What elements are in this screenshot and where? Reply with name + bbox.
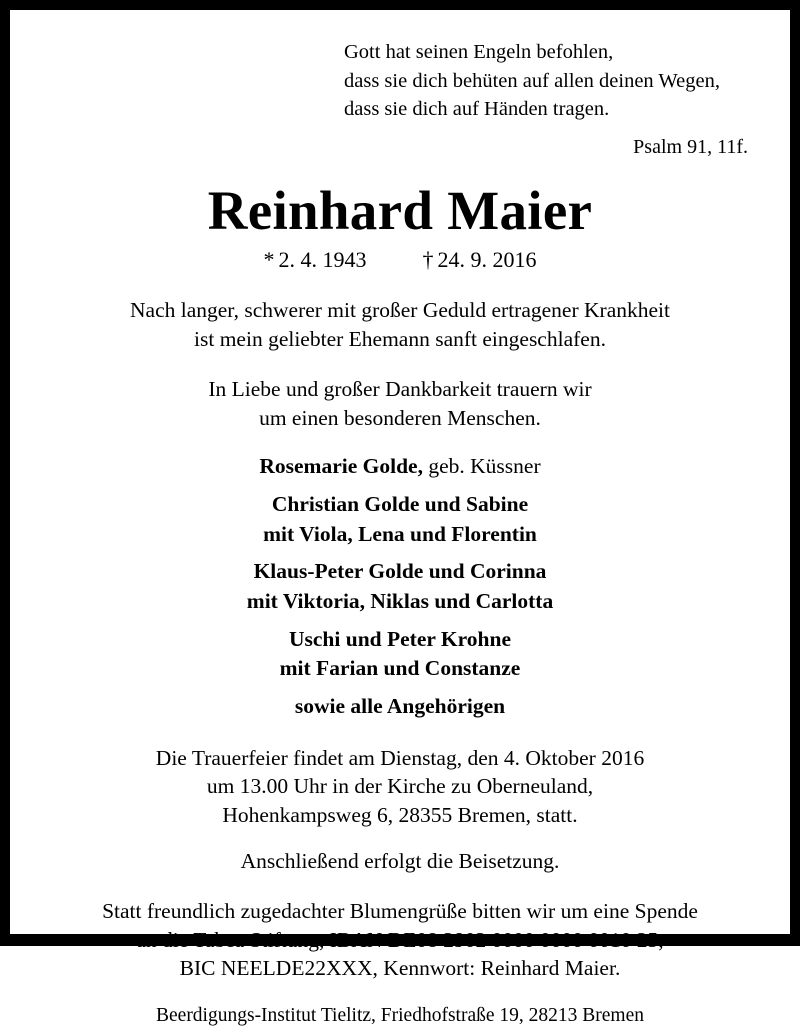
name-block	[207, 180, 593, 273]
mourning-note-line: um einen besonderen Menschen.	[259, 405, 541, 430]
mourning-note-line: In Liebe und großer Dankbarkeit trauern wir	[208, 376, 592, 401]
survivor-name-bold: sowie alle Angehörigen	[294, 693, 506, 718]
survivor-line	[247, 520, 553, 550]
survivor-group	[247, 452, 553, 482]
birth-star-icon: *	[263, 247, 275, 273]
survivor-group	[247, 557, 553, 616]
survivor-line	[247, 692, 553, 722]
life-dates	[208, 247, 593, 273]
survivor-name-bold: Rosemarie Golde,	[259, 454, 423, 479]
funeral-home-footer: Beerdigungs-Institut Tielitz, Friedhofstraße 19, 28213 Bremen	[156, 1005, 644, 1027]
epigraph-line: dass sie dich behüten auf allen deinen Wegen,	[344, 69, 720, 92]
obituary-content	[10, 10, 790, 1027]
survivor-name-bold: mit Viola, Lena und Florentin	[263, 521, 537, 546]
epigraph-line: Gott hat seinen Engeln befohlen,	[344, 41, 614, 63]
survivors-list	[247, 452, 553, 721]
survivor-name-suffix: geb. Küssner	[422, 454, 541, 479]
epigraph	[44, 38, 756, 161]
death-cross-icon: †	[422, 247, 434, 273]
service-details-line: Hohenkampsweg 6, 28355 Bremen, statt.	[222, 803, 578, 828]
survivor-group	[247, 692, 553, 722]
death-date	[423, 247, 537, 273]
survivor-name-bold: mit Farian und Constanze	[279, 656, 521, 681]
service-details-line: Die Trauerfeier findet am Dienstag, den 4. Oktober 2016	[155, 745, 645, 770]
burial-note-line: Anschließend erfolgt die Beisetzung.	[240, 848, 560, 873]
service-details-line: um 13.00 Uhr in der Kirche zu Oberneuland,	[206, 774, 594, 799]
survivor-line	[247, 452, 553, 482]
donation-bank-details: an die Tabea Stiftung, IBAN DE08 2902 0000 0000 0010 25,	[136, 927, 664, 952]
birth-date-value: 2. 4. 1943	[278, 247, 367, 273]
illness-note-line: Nach langer, schwerer mit großer Geduld ertragener Krankheit	[130, 298, 670, 323]
service-details	[156, 744, 644, 830]
illness-note-line: ist mein geliebter Ehemann sanft eingeschlafen.	[194, 326, 606, 351]
donation-request	[102, 897, 698, 983]
epigraph-source: Psalm 91, 11f.	[633, 136, 748, 159]
burial-note	[241, 847, 560, 876]
deceased-name: Reinhard Maier	[207, 180, 593, 242]
survivor-name-bold: Klaus-Peter Golde und Corinna	[253, 559, 547, 584]
donation-request-line: Statt freundlich zugedachter Blumengrüße bitten wir um eine Spende	[102, 898, 698, 923]
survivor-line	[247, 557, 553, 587]
death-date-value: 24. 9. 2016	[437, 247, 537, 273]
survivor-line	[247, 654, 553, 684]
donation-bank-details: BIC NEELDE22XXX, Kennwort: Reinhard Maier.	[179, 956, 621, 981]
survivor-group	[247, 625, 553, 684]
survivor-name-bold: mit Viktoria, Niklas und Carlotta	[246, 588, 554, 613]
survivor-line	[247, 587, 553, 617]
survivor-name-bold: Uschi und Peter Krohne	[289, 626, 511, 651]
mourning-note	[208, 375, 591, 433]
survivor-name-bold: Christian Golde und Sabine	[271, 492, 529, 516]
survivor-group	[247, 490, 553, 549]
survivor-line	[247, 625, 553, 655]
survivor-line	[247, 490, 553, 520]
illness-note	[130, 296, 670, 354]
epigraph-line: dass sie dich auf Händen tragen.	[344, 98, 610, 121]
birth-date	[264, 247, 367, 273]
